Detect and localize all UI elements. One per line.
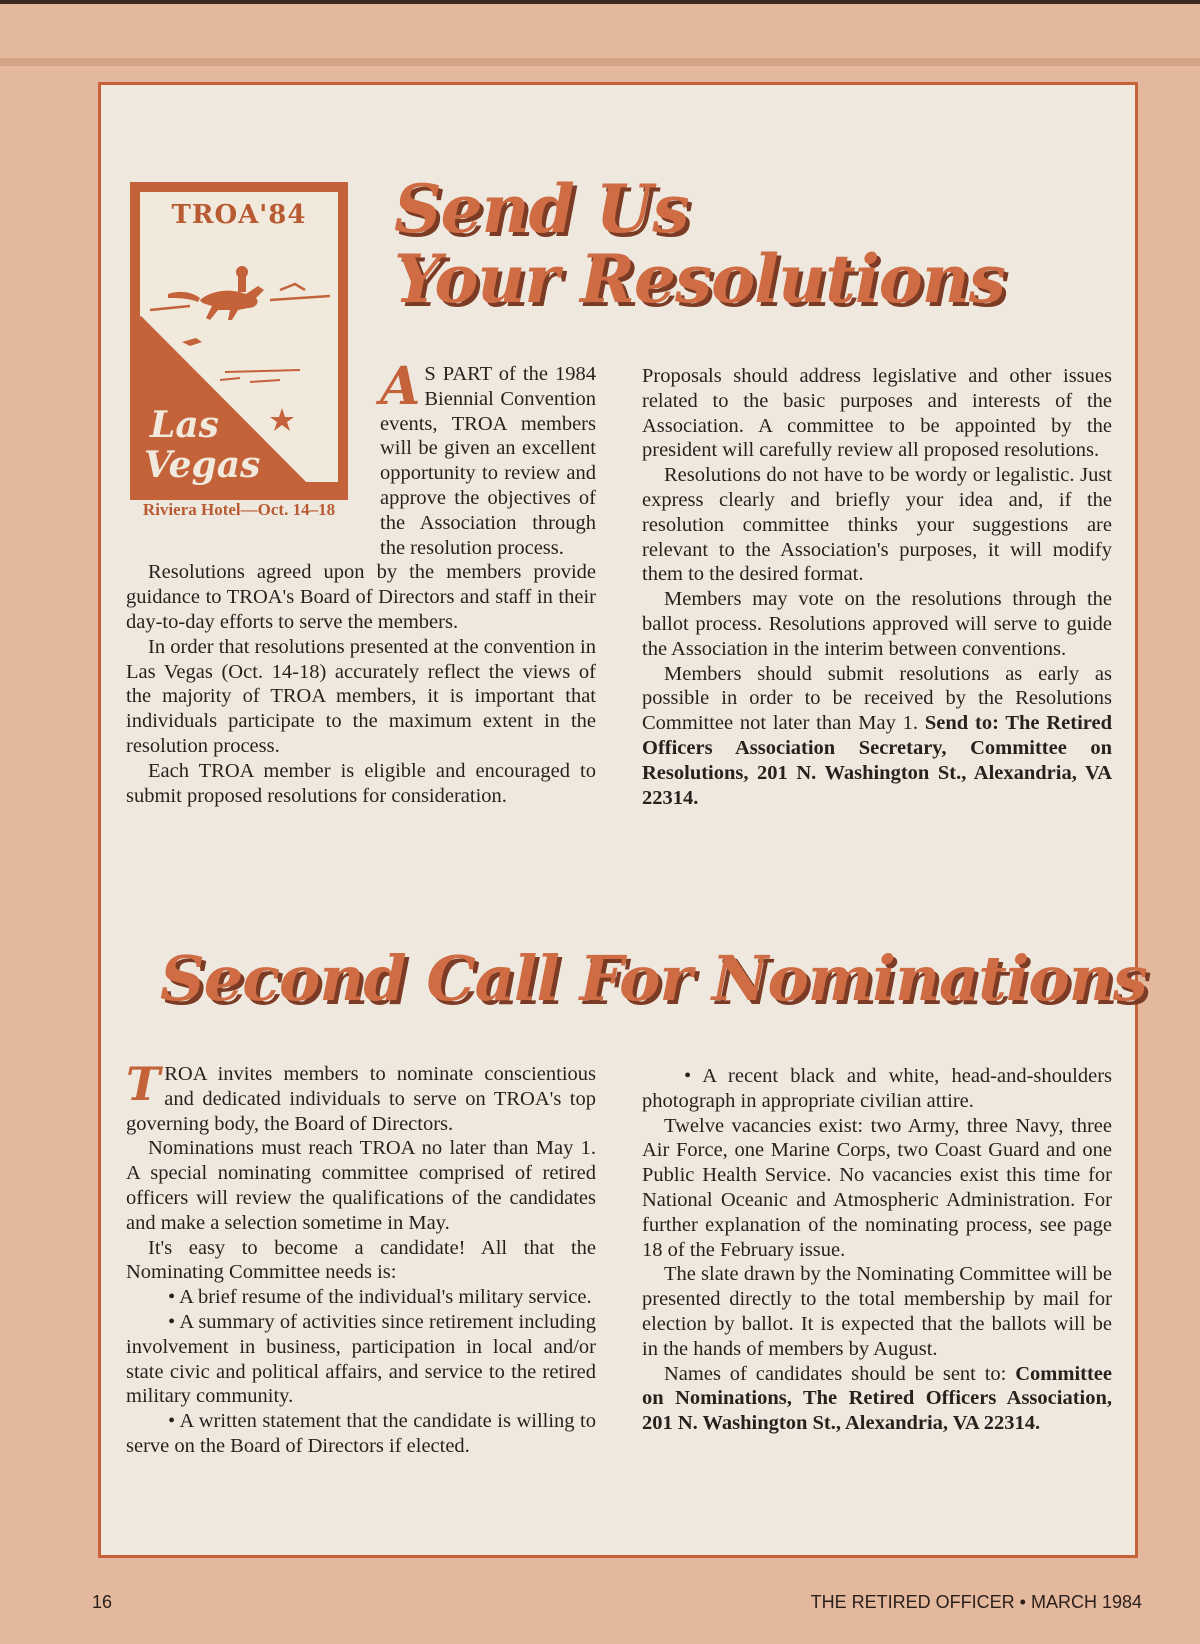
article1-lead-text: S PART of the 1984 Biennial Convention events, TROA members will be given an excellent opportunity to review and approve the objectives of the Association through the resolution process. — [380, 363, 596, 559]
footer-page-number: 16 — [92, 1592, 113, 1612]
article2-bullet: • A recent black and white, head-and-shoulders photograph in appropriate civilian attire. — [642, 1065, 1112, 1112]
article2-left-column — [126, 1057, 596, 1459]
article1-paragraph: In order that resolutions presented at the convention in Las Vegas (Oct. 14-18) accurately reflect the views of the majority of TROA members, it is important that individuals participate to the maximum extent in the resolution process. — [126, 635, 596, 757]
logo-city-las: Las — [150, 404, 219, 446]
article2-paragraph-send-to — [642, 1362, 1112, 1436]
article2-bullet: • A summary of activities since retirement including involvement in business, participation in local and/or state civic and political affairs, and service to the retired military community. — [126, 1310, 596, 1408]
headline-send-us: Send Us — [394, 170, 689, 248]
article2-bullet: • A written statement that the candidate is willing to serve on the Board of Directors if elected. — [126, 1410, 596, 1457]
nominations-address: Committee on Nominations, The Retired Officers Association, 201 N. Washington St., Alexandria, VA 22314. — [642, 1362, 1113, 1435]
resolutions-address: Send to: The Retired Officers Association Secretary, Committee on Resolutions, 201 N. Washington St., Alexandria, VA 22314. — [642, 712, 1112, 809]
article1-left-column — [126, 356, 596, 808]
article2-lead-text: ROA invites members to nominate conscientious and dedicated individuals to serve on TROA's top governing body, the Board of Directors. — [126, 1063, 596, 1135]
article1-paragraph: Proposals should address legislative and other issues related to the basic purposes and interests of the Association. A committee to be appointed by the president will carefully review all proposed resolutions. — [642, 365, 1112, 462]
article2-paragraph: Nominations must reach TROA no later than May 1. A special nominating committee comprised of retired officers will review the qualifications of the candidates and make a selection sometime in May. — [126, 1137, 596, 1234]
article1-paragraph: Each TROA member is eligible and encouraged to submit proposed resolutions for consideration. — [126, 759, 596, 807]
dropcap-t: T — [126, 1057, 161, 1111]
dropcap-a: A — [380, 356, 421, 417]
headline-second-call: Second Call For Nominations — [160, 942, 1147, 1015]
top-edge-line — [0, 0, 1200, 4]
article2-paragraph: The slate drawn by the Nominating Committee will be presented directly to the total membership by mail for election by ballot. It is expected that the ballots will be in the hands of members by August. — [642, 1263, 1112, 1360]
top-band — [0, 58, 1200, 66]
article2-lead — [126, 1057, 596, 1136]
article2-paragraph: Twelve vacancies exist: two Army, three Navy, three Air Force, one Marine Corps, two Coast Guard and one Public Health Service. No vacancies exist this time for National Oceanic and Atmospheric Administration. For further explanation of the nominating process, see page 18 of the February issue. — [642, 1114, 1112, 1261]
article2-send-text: Names of candidates should be sent to: — [664, 1362, 1007, 1385]
article1-paragraph: Resolutions agreed upon by the members provide guidance to TROA's Board of Directors and staff in their day-to-day efforts to serve the members. — [126, 561, 596, 633]
article1-right-column — [642, 364, 1112, 810]
article1-send-text: Members should submit resolutions as early as possible in order to be received by the Resolutions Committee not later than May 1. — [642, 662, 1112, 735]
logo-caption: Riviera Hotel—Oct. 14–18 — [142, 500, 336, 519]
logo-city-vegas: Vegas — [144, 444, 261, 486]
logo-title: TROA'84 — [171, 200, 307, 230]
article1-paragraph: Members may vote on the resolutions through the ballot process. Resolutions approved will serve to guide the Association in the interim between conventions. — [642, 588, 1112, 660]
logo-wrap-spacer — [126, 362, 380, 538]
article2-bullet: • A brief resume of the individual's military service. — [168, 1286, 592, 1309]
article2-paragraph: It's easy to become a candidate! All that the Nominating Committee needs is: — [126, 1236, 596, 1284]
article1-paragraph: Resolutions do not have to be wordy or legalistic. Just express clearly and briefly your idea and, if the resolution committee thinks your suggestions are relevant to the Association's purposes, it will modify them to the desired format. — [642, 464, 1112, 586]
article1-paragraph-send-to — [642, 662, 1112, 811]
headline-your-resolutions: Your Resolutions — [394, 240, 1005, 318]
footer-publication: THE RETIRED OFFICER • MARCH 1984 — [810, 1592, 1142, 1612]
article2-right-column — [642, 1064, 1112, 1436]
